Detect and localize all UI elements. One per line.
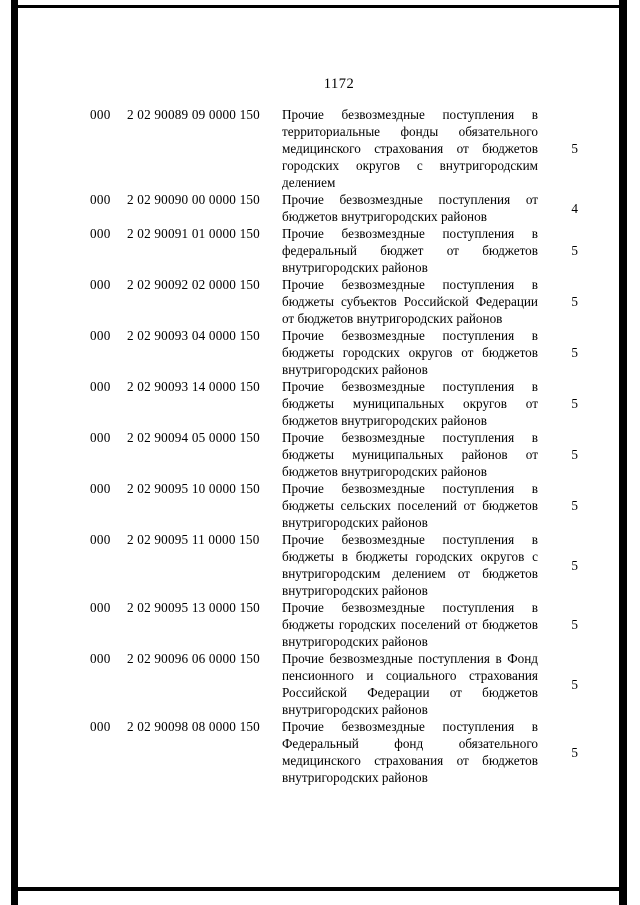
row-description: Прочие безвозмездные поступления в бюджеты городских округов от бюджетов внутригородских районов <box>282 328 538 377</box>
row-description: Прочие безвозмездные поступления в федеральный бюджет от бюджетов внутригородских районов <box>282 226 538 275</box>
row-budget-code: 2 02 90089 09 0000 150 <box>127 107 260 122</box>
row-admin-code: 000 <box>90 719 111 734</box>
row-value: 5 <box>571 557 578 573</box>
table-body <box>90 106 588 786</box>
row-budget-code: 2 02 90095 10 0000 150 <box>127 481 260 496</box>
table-row <box>90 718 588 786</box>
row-value: 5 <box>571 447 578 462</box>
row-value: 5 <box>571 498 578 513</box>
row-budget-code: 2 02 90093 04 0000 150 <box>127 328 260 343</box>
row-description: Прочие безвозмездные поступления в территориальные фонды обязательного медицинского страхования от бюджетов городских округов с внутригородским делением <box>282 107 538 190</box>
row-value: 4 <box>571 200 578 216</box>
table-row <box>90 429 588 480</box>
table-row <box>90 599 588 650</box>
row-value: 5 <box>571 396 578 411</box>
row-value: 5 <box>571 744 578 760</box>
scan-border-left <box>11 0 18 905</box>
table-row <box>90 531 588 599</box>
table-row <box>90 650 588 718</box>
row-admin-code: 000 <box>90 192 111 207</box>
row-budget-code: 2 02 90091 01 0000 150 <box>127 226 260 241</box>
row-budget-code: 2 02 90098 08 0000 150 <box>127 719 260 734</box>
row-value: 5 <box>571 676 578 692</box>
row-admin-code: 000 <box>90 430 111 445</box>
row-budget-code: 2 02 90095 13 0000 150 <box>127 600 260 615</box>
row-budget-code: 2 02 90095 11 0000 150 <box>127 532 260 547</box>
scan-border-top <box>11 5 627 8</box>
page-content <box>90 76 588 786</box>
row-admin-code: 000 <box>90 277 111 292</box>
scan-border-bottom <box>11 887 627 891</box>
row-value: 5 <box>571 345 578 360</box>
table-row <box>90 327 588 378</box>
row-admin-code: 000 <box>90 107 111 122</box>
row-admin-code: 000 <box>90 328 111 343</box>
row-admin-code: 000 <box>90 481 111 496</box>
row-value: 5 <box>571 617 578 632</box>
row-description: Прочие безвозмездные поступления в бюджеты городских поселений от бюджетов внутригородских районов <box>282 600 538 649</box>
row-budget-code: 2 02 90092 02 0000 150 <box>127 277 260 292</box>
row-value: 5 <box>571 243 578 258</box>
table-row <box>90 276 588 327</box>
row-description: Прочие безвозмездные поступления от бюджетов внутригородских районов <box>282 192 538 224</box>
row-admin-code: 000 <box>90 651 111 666</box>
table-row <box>90 191 588 225</box>
row-admin-code: 000 <box>90 532 111 547</box>
row-description: Прочие безвозмездные поступления в Федеральный фонд обязательного медицинского страхования от бюджетов внутригородских районов <box>282 719 538 785</box>
row-admin-code: 000 <box>90 226 111 241</box>
table-row <box>90 225 588 276</box>
row-description: Прочие безвозмездные поступления в бюджеты субъектов Российской Федерации от бюджетов внутригородских районов <box>282 277 538 326</box>
row-admin-code: 000 <box>90 600 111 615</box>
row-budget-code: 2 02 90090 00 0000 150 <box>127 192 260 207</box>
row-value: 5 <box>571 294 578 309</box>
page-number: 1172 <box>323 76 355 92</box>
row-budget-code: 2 02 90093 14 0000 150 <box>127 379 260 394</box>
row-admin-code: 000 <box>90 379 111 394</box>
row-budget-code: 2 02 90094 05 0000 150 <box>127 430 260 445</box>
row-description: Прочие безвозмездные поступления в бюджеты сельских поселений от бюджетов внутригородских районов <box>282 481 538 530</box>
row-value: 5 <box>571 141 578 156</box>
row-budget-code: 2 02 90096 06 0000 150 <box>127 651 260 666</box>
row-description: Прочие безвозмездные поступления в бюджеты муниципальных районов от бюджетов внутригородских районов <box>282 430 538 479</box>
row-description: Прочие безвозмездные поступления в бюджеты муниципальных округов от бюджетов внутригородских районов <box>282 379 538 428</box>
table-row <box>90 378 588 429</box>
table-row <box>90 480 588 531</box>
row-description: Прочие безвозмездные поступления в бюджеты в бюджеты городских округов с внутригородским делением от бюджетов внутригородских районов <box>282 532 538 598</box>
scan-border-right <box>619 0 627 905</box>
table-row <box>90 106 588 191</box>
row-description: Прочие безвозмездные поступления в Фонд пенсионного и социального страхования Российской Федерации от бюджетов внутригородских районов <box>282 651 538 717</box>
